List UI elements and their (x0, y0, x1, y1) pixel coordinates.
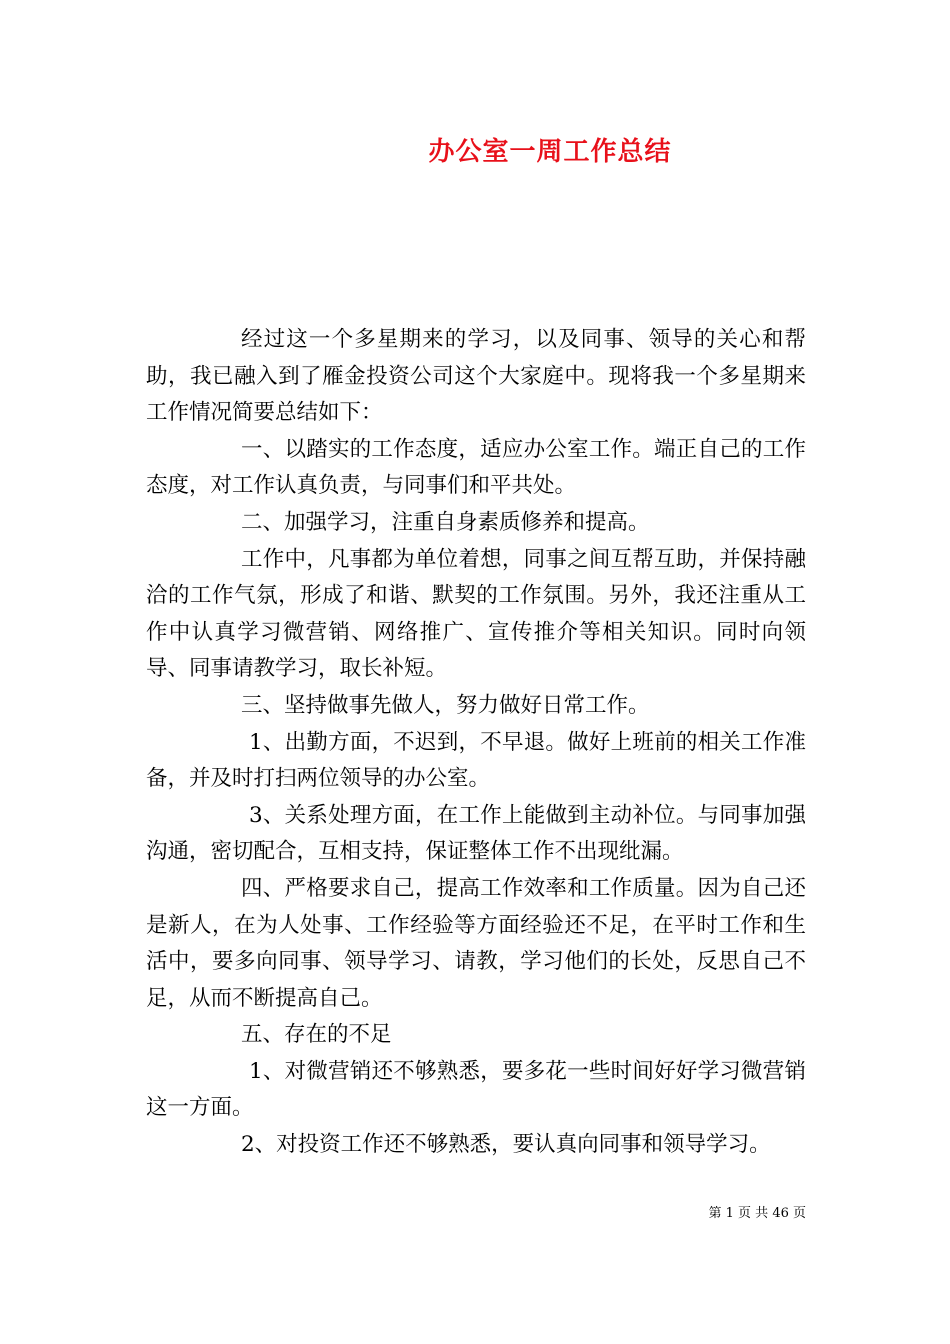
paragraph-item-attendance: 1、出勤方面，不迟到，不早退。做好上班前的相关工作准备，并及时打扫两位领导的办公室。 (146, 729, 806, 792)
paragraph-section-4: 四、严格要求自己，提高工作效率和工作质量。因为自己还是新人，在为人处事、工作经验等方面经验还不足，在平时工作和生活中，要多向同事、领导学习、请教，学习他们的长处，反思自己不足，从而不断提高自己。 (146, 875, 806, 1011)
paragraph-section-2-detail: 工作中，凡事都为单位着想，同事之间互帮互助，并保持融洽的工作气氛，形成了和谐、默契的工作氛围。另外，我还注重从工作中认真学习微营销、网络推广、宣传推介等相关知识。同时向领导、同事请教学习，取长补短。 (146, 546, 806, 682)
paragraph-section-5: 五、存在的不足 (241, 1022, 392, 1048)
document-body (146, 322, 806, 1164)
paragraph-section-3: 三、坚持做事先做人，努力做好日常工作。 (241, 692, 650, 718)
page-number-footer: 第 1 页 共 46 页 (708, 1206, 806, 1221)
paragraph-shortcoming-1: 1、对微营销还不够熟悉，要多花一些时间好好学习微营销这一方面。 (146, 1058, 806, 1121)
paragraph-section-2: 二、加强学习，注重自身素质修养和提高。 (241, 509, 650, 535)
paragraph-item-relations: 3、关系处理方面，在工作上能做到主动补位。与同事加强沟通，密切配合，互相支持，保证整体工作不出现纰漏。 (146, 802, 806, 865)
paragraph-section-1: 一、以踏实的工作态度，适应办公室工作。端正自己的工作态度，对工作认真负责，与同事们和平共处。 (146, 436, 806, 499)
paragraph-shortcoming-2: 2、对投资工作还不够熟悉，要认真向同事和领导学习。 (241, 1132, 771, 1158)
document-title: 办公室一周工作总结 (428, 137, 672, 167)
paragraph-intro: 经过这一个多星期来的学习，以及同事、领导的关心和帮助，我已融入到了雁金投资公司这个大家庭中。现将我一个多星期来工作情况简要总结如下： (146, 327, 806, 426)
